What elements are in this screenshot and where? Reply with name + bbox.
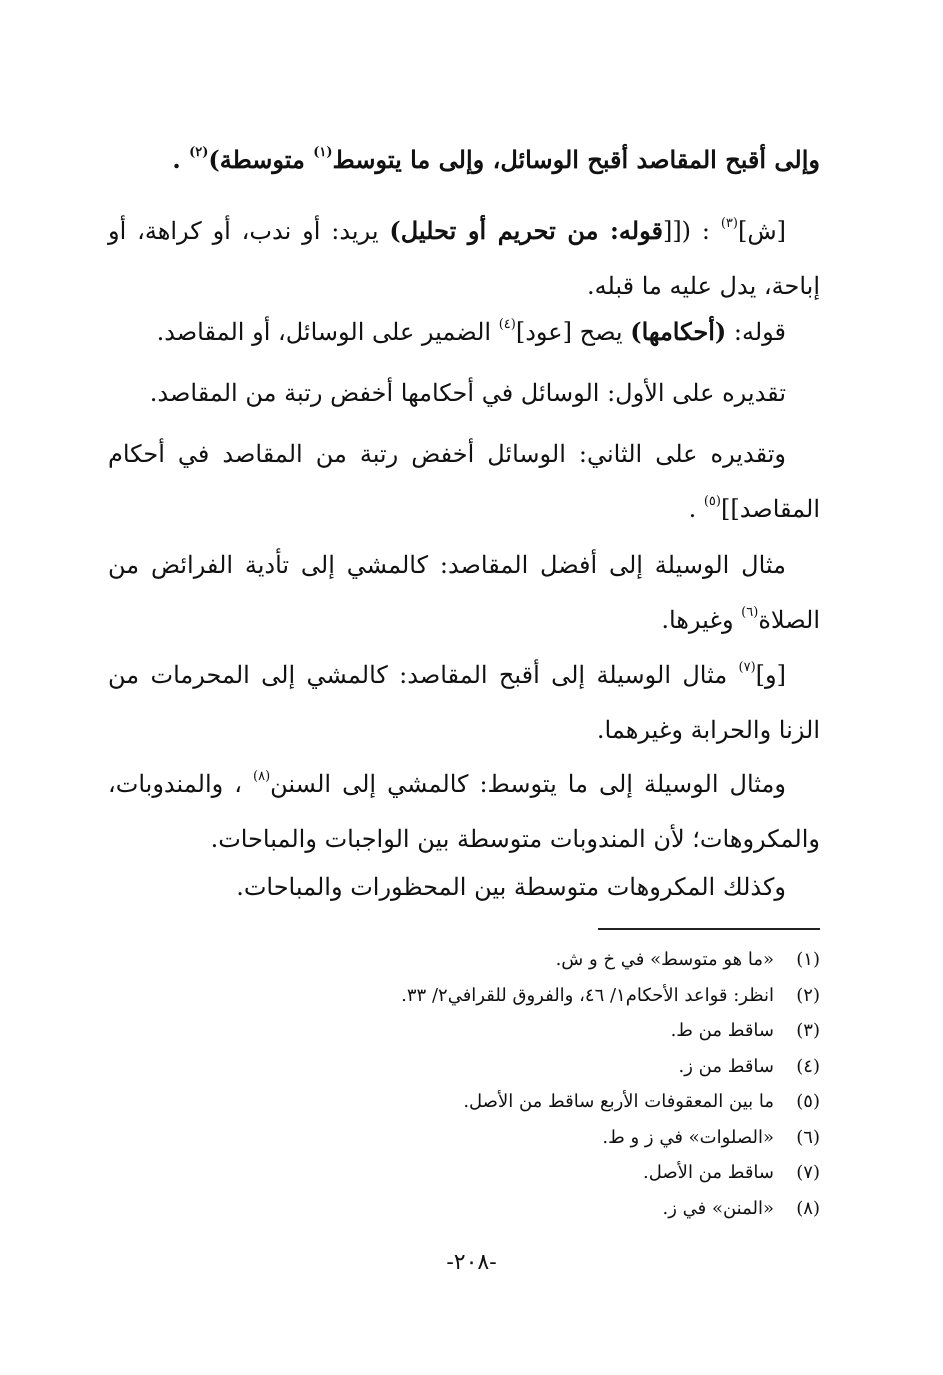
text-span: [و] bbox=[755, 661, 786, 689]
text-span: وكذلك المكروهات متوسطة بين المحظورات والمباحات. bbox=[236, 873, 786, 901]
text-span: ، والمندوبات، والمكروهات؛ لأن المندوبات متوسطة بين الواجبات والمباحات. bbox=[108, 770, 820, 853]
footnote-number: (١) bbox=[796, 949, 820, 970]
text-span: تقديره على الأول: الوسائل في أحكامها أخفض رتبة من المقاصد. bbox=[149, 379, 786, 407]
footnote-ref: (٣) bbox=[720, 216, 738, 231]
footnote-item bbox=[108, 1013, 820, 1049]
footnote-text: ساقط من ط. bbox=[670, 1020, 774, 1041]
footnote-number: (٨) bbox=[796, 1197, 820, 1219]
text-span: وغيرها. bbox=[661, 606, 742, 634]
footnote-ref: (٧) bbox=[738, 660, 756, 675]
footnote-item bbox=[108, 978, 820, 1014]
footnote-text: ساقط من ز. bbox=[678, 1055, 774, 1077]
footnote-number: (٥) bbox=[796, 1091, 820, 1112]
text-span: وتقديره على الثاني: الوسائل أخفض رتبة من المقاصد في أحكام المقاصد]] bbox=[108, 440, 820, 523]
text-span: . bbox=[688, 495, 704, 523]
text-span: متوسطة) bbox=[208, 145, 314, 174]
footnote-ref: (٢) bbox=[189, 145, 209, 160]
text-span: ومثال الوسيلة إلى ما يتوسط: كالمشي إلى السنن bbox=[270, 770, 786, 798]
text-span: مثال الوسيلة إلى أقبح المقاصد: كالمشي إلى المحرمات من الزنا والحرابة وغيرهما. bbox=[108, 661, 820, 744]
footnotes-list bbox=[108, 942, 820, 1226]
text-span: [ش] bbox=[737, 217, 787, 245]
footnote-ref: (٨) bbox=[253, 769, 271, 784]
footnote-text: ساقط من الأصل. bbox=[643, 1162, 774, 1183]
footnote-number: (٧) bbox=[796, 1162, 820, 1183]
quoted-phrase: (أحكامها) bbox=[630, 317, 727, 346]
footnote-number: (٤) bbox=[796, 1055, 820, 1077]
footnote-ref: (١) bbox=[313, 145, 333, 160]
quoted-phrase: قوله: من تحريم أو تحليل) bbox=[389, 216, 663, 245]
text-span: : ([[ bbox=[662, 217, 721, 245]
text-span: يصح [عود] bbox=[515, 318, 631, 346]
footnote-item bbox=[108, 1049, 820, 1085]
footnote-text: ما بين المعقوفات الأربع ساقط من الأصل. bbox=[463, 1091, 774, 1112]
footnote-text: «الصلوات» في ز و ط. bbox=[602, 1126, 774, 1148]
footnote-item bbox=[108, 1155, 820, 1191]
text-span: قوله: bbox=[726, 318, 786, 346]
footnote-ref: (٥) bbox=[703, 494, 721, 509]
footnote-item bbox=[108, 1084, 820, 1120]
footnote-item bbox=[108, 942, 820, 978]
paragraph-ahkamuha bbox=[108, 304, 820, 360]
footnote-text: «المنن» في ز. bbox=[662, 1197, 774, 1219]
footnote-number: (٢) bbox=[796, 984, 820, 1006]
footnote-text: «ما هو متوسط» في خ و ش. bbox=[555, 949, 774, 970]
footnote-ref: (٦) bbox=[741, 605, 759, 620]
text-span: وإلى أقبح المقاصد أقبح الوسائل، وإلى ما يتوسط bbox=[332, 145, 820, 174]
text-span: . bbox=[172, 145, 190, 174]
paragraph-second-reading bbox=[108, 427, 820, 537]
paragraph-worst-example bbox=[108, 648, 820, 758]
footnote-item bbox=[108, 1191, 820, 1227]
footnote-number: (٣) bbox=[796, 1020, 820, 1041]
page-number: -٢٠٨- bbox=[446, 1250, 497, 1275]
paragraph-commentary-intro bbox=[108, 203, 820, 314]
footnote-ref: (٤) bbox=[498, 317, 516, 332]
footnote-number: (٦) bbox=[796, 1126, 820, 1148]
footnote-item bbox=[108, 1120, 820, 1156]
paragraph-makruhat bbox=[108, 860, 820, 915]
text-line-heading bbox=[108, 132, 820, 187]
footnote-separator bbox=[598, 928, 820, 930]
text-span: مثال الوسيلة إلى أفضل المقاصد: كالمشي إلى تأدية الفرائض من الصلاة bbox=[108, 551, 820, 634]
paragraph-middle-example bbox=[108, 757, 820, 867]
paragraph-first-reading bbox=[108, 366, 820, 421]
footnote-text: انظر: قواعد الأحكام١/ ٤٦، والفروق للقرافي٢/ ٣٣. bbox=[401, 984, 774, 1006]
text-span: يريد: أو ندب، أو كراهة، أو إباحة، يدل عليه ما قبله. bbox=[108, 217, 820, 300]
paragraph-best-example bbox=[108, 538, 820, 648]
text-span: الضمير على الوسائل، أو المقاصد. bbox=[156, 318, 499, 346]
